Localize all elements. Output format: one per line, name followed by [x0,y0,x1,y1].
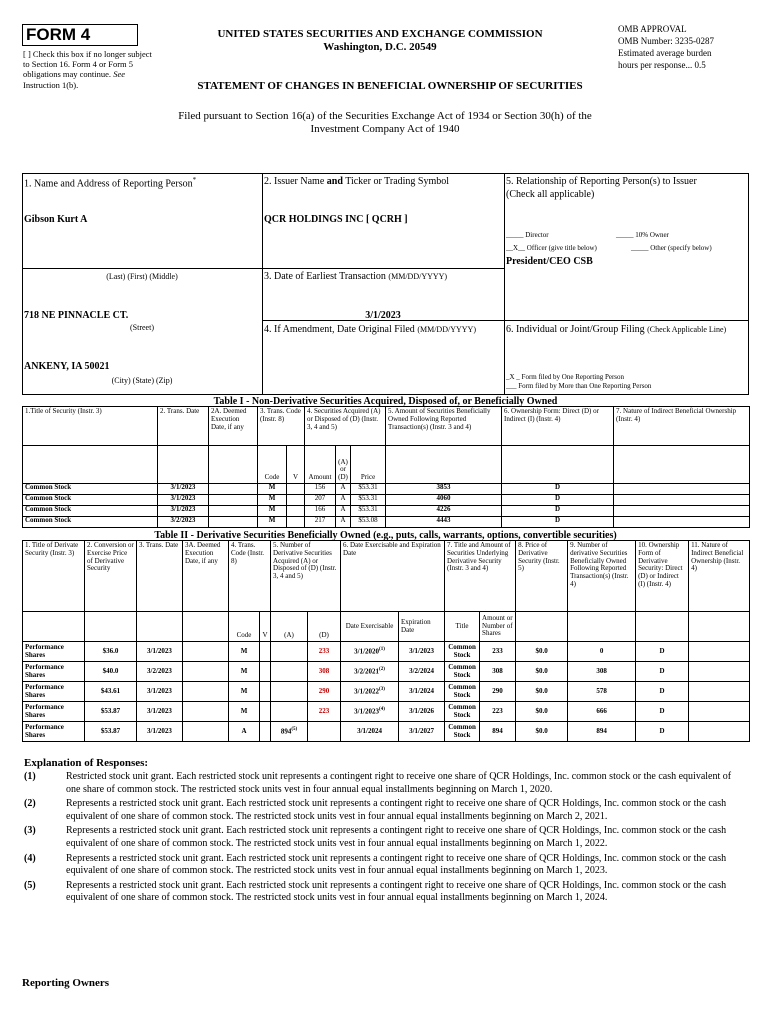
t2-cell-und_amount: 223 [492,706,503,715]
t2-cell-code: M [240,666,248,675]
t1-cell-ad: A [336,506,351,517]
t2-h-underlying: 7. Title and Amount of Securities Underlying Derivative Security (Instr. 3 and 4) [445,541,516,612]
checkbox-officer[interactable]: __X__ Officer (give title below) [506,244,597,252]
t2-cell-code: M [240,686,248,695]
checkbox-note[interactable] [23,49,153,90]
label-reporting-person: 1. Name and Address of Reporting Person* [24,176,197,190]
t1-cell-title: Common Stock [23,495,158,506]
t1-cell-owned: 3853 [386,484,502,495]
t2-cell-d: 223 [318,706,330,715]
t2-cell-deriv_price: $0.0 [535,666,548,675]
t1-h-code: 3. Trans. Code (Instr. 8) [258,407,305,446]
t2-cell-price: $53.87 [100,706,121,715]
table1 [22,406,750,528]
t2-sub-exercisable: Date Exercisable [341,612,399,642]
omb-number: OMB Number: 3235-0287 [618,36,714,46]
t2-cell-title: Performance Shares [25,682,64,699]
t2-cell-deriv_price: $0.0 [535,726,548,735]
table1-row [23,484,750,495]
reporting-person-block [22,173,749,395]
t1-cell-price: $53.31 [351,495,386,506]
footnote-ref: (5) [291,726,298,732]
t1-cell-date: 3/1/2023 [158,484,209,495]
t1-cell-ad: A [336,495,351,506]
omb-approval: OMB APPROVAL [618,24,687,34]
t1-cell-price: $53.31 [351,506,386,517]
t2-cell-d: 290 [318,686,330,695]
t2-cell-form: D [659,706,665,715]
t1-cell-date: 3/1/2023 [158,495,209,506]
last-first-middle: (Last) (First) (Middle) [106,272,178,281]
explanation-note [24,825,740,850]
t2-cell-exercisable: 3/1/2024 [357,726,382,735]
explanation-note [24,880,740,905]
footnote-ref: (2) [379,666,385,672]
t1-cell-form: D [502,495,614,506]
label-earliest-date: 3. Date of Earliest Transaction (MM/DD/YYYY) [264,271,448,282]
t1-cell-title: Common Stock [23,506,158,517]
t2-cell-date: 3/2/2023 [147,666,172,675]
t2-cell-und_amount: 233 [492,646,503,655]
explanation-note [24,798,740,823]
t2-cell-owned: 578 [596,686,607,695]
t2-cell-form: D [659,726,665,735]
t1-sub-amount: Amount [305,446,336,484]
note-number: (3) [24,825,36,837]
note-text: Restricted stock unit grant. Each restricted stock unit represents a contingent right to receive one share of QCR Holdings, Inc. common stock or the cash equivalent of one share of common stock. The restricted stock units vest in four annual equal installments beginning on March 1, 2020. [66,771,732,795]
t2-cell-form: D [659,686,665,695]
t1-cell-date: 3/2/2023 [158,517,209,528]
filing-one-person[interactable]: _X _ Form filed by One Reporting Person [506,373,625,381]
explanation-note [24,771,740,796]
city-state-zip: ANKENY, IA 50021 [24,361,110,372]
t1-cell-code: M [258,495,287,506]
note-number: (4) [24,852,36,864]
t1-cell-price: $53.08 [351,517,386,528]
t2-h-code: 4. Trans. Code (Instr. 8) [229,541,271,612]
t1-cell-price: $53.31 [351,484,386,495]
t1-cell-owned: 4060 [386,495,502,506]
t2-cell-title: Performance Shares [25,702,64,719]
note-text: Represents a restricted stock unit grant. Each restricted stock unit represents a contingent right to receive one share of QCR Holdings, Inc. common stock or the cash equivalent of one share of common stock. The restricted stock units vest in four annual equal installments beginning on March 1, 2022. [66,825,727,849]
t2-cell-price: $43.61 [100,686,121,695]
t2-h-deemed: 3A. Deemed Execution Date, if any [183,541,229,612]
table2-row [23,682,750,702]
t1-sub-aord: (A) or (D) [336,446,351,484]
t2-sub-amount: Amount or Number of Shares [480,612,516,642]
t1-cell-title: Common Stock [23,484,158,495]
t2-cell-expiration: 3/1/2026 [409,706,434,715]
t1-h-deemed: 2A. Deemed Execution Date, if any [209,407,258,446]
label-issuer: 2. Issuer Name and Ticker or Trading Symbol [264,176,450,187]
t2-cell-und_title: Common Stock [448,702,476,719]
t2-cell-und_title: Common Stock [448,662,476,679]
t1-cell-amount: 156 [305,484,336,495]
t2-cell-expiration: 3/2/2024 [409,666,434,675]
explanation-note [24,853,740,878]
checkbox-see: See [113,69,125,80]
omb-burden: Estimated average burden [618,48,712,58]
table2-row [23,642,750,662]
label-amendment: 4. If Amendment, Date Original Filed (MM/DD/YYYY) [264,324,476,335]
filed-pursuant-2: Investment Company Act of 1940 [310,123,460,135]
t1-cell-form: D [502,484,614,495]
table2-row [23,662,750,682]
t2-h-owned: 9. Number of derivative Securities Beneficially Owned Following Reported Transaction(s) (Instr. 4) [568,541,636,612]
table2 [22,540,750,742]
t1-cell-title: Common Stock [23,517,158,528]
table2-row [23,702,750,722]
note-number: (2) [24,798,36,810]
t2-sub-d: (D) [308,612,341,642]
t2-cell-owned: 0 [599,646,604,655]
t2-cell-code: A [241,726,247,735]
t1-cell-form: D [502,506,614,517]
t1-cell-owned: 4443 [386,517,502,528]
t2-cell-deriv_price: $0.0 [535,706,548,715]
t2-h-form: 10. Ownership Form of Derivative Security: Direct (D) or Indirect (I) (Instr. 4) [636,541,689,612]
t2-cell-und_amount: 290 [492,686,503,695]
note-number: (5) [24,879,36,891]
t2-cell-price: $36.0 [102,646,119,655]
explanation-heading: Explanation of Responses: [24,757,149,769]
agency-city: Washington, D.C. 20549 [323,41,437,53]
checkbox-director[interactable]: _____ Director [506,231,549,239]
checkbox-ten-percent-owner[interactable]: _____ 10% Owner [616,231,669,239]
note-number: (1) [24,771,36,782]
t1-cell-form: D [502,517,614,528]
label-filing: 6. Individual or Joint/Group Filing (Check Applicable Line) [506,324,727,335]
filing-more-persons[interactable]: ___ Form filed by More than One Reporting Person [506,382,652,390]
table1-row [23,495,750,506]
t2-cell-und_title: Common Stock [448,642,476,659]
t1-sub-price: Price [351,446,386,484]
t2-cell-title: Performance Shares [25,642,64,659]
t2-cell-date: 3/1/2023 [147,686,172,695]
t2-cell-owned: 666 [596,706,607,715]
t2-cell-exercisable: 3/1/2020 [354,647,380,656]
t2-cell-title: Performance Shares [25,722,64,739]
t2-cell-date: 3/1/2023 [147,726,172,735]
label-relationship: 5. Relationship of Reporting Person(s) to Issuer [506,176,697,187]
label-relationship-check: (Check all applicable) [506,189,595,200]
form-title: FORM 4 [22,24,138,46]
officer-title: President/CEO CSB [506,256,593,267]
t1-cell-code: M [258,517,287,528]
statement-title: STATEMENT OF CHANGES IN BENEFICIAL OWNERSHIP OF SECURITIES [197,80,583,92]
note-text: Represents a restricted stock unit grant. Each restricted stock unit represents a contingent right to receive one share of QCR Holdings, Inc. common stock or the cash equivalent of one share of common stock. The restricted stock units vest in four annual equal installments beginning on March 1, 2024. [66,879,727,904]
t2-cell-deriv_price: $0.0 [535,646,548,655]
t1-h-nature: 7. Nature of Indirect Beneficial Ownership (Instr. 4) [614,407,750,446]
t2-h-price: 8. Price of Derivative Security (Instr. 5) [516,541,568,612]
t1-cell-amount: 207 [305,495,336,506]
t1-h-form: 6. Ownership Form: Direct (D) or Indirect (I) (Instr. 4) [502,407,614,446]
t2-h-exercisable: 6. Date Exercisable and Expiration Date [341,541,445,612]
t2-cell-und_title: Common Stock [448,722,476,739]
t2-cell-exercisable: 3/2/2021 [354,667,380,676]
t2-cell-d: 233 [318,646,330,655]
checkbox-other[interactable]: _____ Other (specify below) [631,244,712,252]
note-text: Represents a restricted stock unit grant. Each restricted stock unit represents a contingent right to receive one share of QCR Holdings, Inc. common stock or the cash equivalent of one share of common stock. The restricted stock units vest in four annual equal installments beginning on March 2, 2021. [66,798,727,822]
explanation-notes [24,771,740,907]
footnote-ref: (3) [379,686,385,692]
t1-h-securities: 4. Securities Acquired (A) or Disposed of (D) (Instr. 3, 4 and 5) [305,407,386,446]
filed-pursuant-1: Filed pursuant to Section 16(a) of the Securities Exchange Act of 1934 or Section 30(h) of the [178,110,592,122]
checkbox-text: [ ] Check this box if no longer subject to Section 16. Form 4 or Form 5 obligations may continue. [23,49,152,80]
t2-sub-title: Title [445,612,480,642]
t2-cell-price: $53.87 [100,726,121,735]
t1-cell-code: M [258,506,287,517]
earliest-transaction-date: 3/1/2023 [365,310,401,321]
t2-cell-code: M [240,646,248,655]
t2-sub-expiration: Expiration Date [399,612,445,642]
t2-h-nature: 11. Nature of Indirect Beneficial Ownership (Instr. 4) [689,541,750,612]
t1-h-owned: 5. Amount of Securities Beneficially Owned Following Reported Transaction(s) (Instr. 3 and 4) [386,407,502,446]
t1-cell-ad: A [336,517,351,528]
issuer-name: QCR HOLDINGS INC [ QCRH ] [264,214,408,225]
t2-cell-expiration: 3/1/2024 [409,686,434,695]
t1-sub-v: V [287,446,305,484]
table2-row [23,722,750,742]
t1-h-title: 1.Title of Security (Instr. 3) [23,407,158,446]
footnote-ref: (1) [379,646,385,652]
agency-name: UNITED STATES SECURITIES AND EXCHANGE COMMISSION [217,28,543,40]
t2-cell-code: M [240,706,248,715]
reporting-owners-heading: Reporting Owners [22,977,110,989]
t2-h-title: 1. Title of Derivate Security (Instr. 3) [23,541,85,612]
t1-cell-code: M [258,484,287,495]
t2-cell-expiration: 3/1/2023 [409,646,434,655]
t1-cell-date: 3/1/2023 [158,506,209,517]
t2-cell-owned: 308 [596,666,607,675]
t2-cell-und_amount: 894 [492,726,503,735]
table1-row [23,506,750,517]
footnote-ref: (4) [379,706,385,712]
omb-hours: hours per response... 0.5 [618,60,706,70]
reporting-person-name: Gibson Kurt A [24,214,88,225]
table2-title: Table II - Derivative Securities Beneficially Owned (e.g., puts, calls, warrants, options, convertible securities) [154,530,617,541]
t2-cell-price: $40.0 [102,666,119,675]
t2-cell-deriv_price: $0.0 [535,686,548,695]
t2-h-date: 3. Trans. Date [137,541,183,612]
t1-cell-owned: 4226 [386,506,502,517]
t2-h-conversion: 2. Conversion or Exercise Price of Derivative Security [85,541,137,612]
t2-cell-owned: 894 [596,726,607,735]
street-label: (Street) [130,323,154,332]
t2-sub-code: Code [229,612,260,642]
t2-sub-v: V [260,612,271,642]
t1-cell-ad: A [336,484,351,495]
t1-cell-amount: 166 [305,506,336,517]
t1-cell-amount: 217 [305,517,336,528]
t2-cell-d: 308 [318,666,330,675]
street-address: 718 NE PINNACLE CT. [24,310,129,321]
t2-cell-a: 894 [280,727,292,736]
t2-cell-date: 3/1/2023 [147,706,172,715]
t1-sub-code: Code [258,446,287,484]
t2-cell-title: Performance Shares [25,662,64,679]
t2-cell-exercisable: 3/1/2022 [354,687,380,696]
t1-h-date: 2. Trans. Date [158,407,209,446]
t2-cell-form: D [659,646,665,655]
t2-cell-form: D [659,666,665,675]
t2-sub-a: (A) [271,612,308,642]
t2-cell-und_amount: 308 [492,666,503,675]
t2-h-number: 5. Number of Derivative Securities Acquired (A) or Disposed of (D) (Instr. 3, 4 and 5) [271,541,341,612]
table1-title: Table I - Non-Derivative Securities Acquired, Disposed of, or Beneficially Owned [213,396,558,407]
note-text: Represents a restricted stock unit grant. Each restricted stock unit represents a contingent right to receive one share of QCR Holdings, Inc. common stock or the cash equivalent of one share of common stock. The restricted stock units vest in four annual equal installments beginning on March 1, 2023. [66,852,727,877]
table1-row [23,517,750,528]
t2-cell-exercisable: 3/1/2023 [354,707,380,716]
t2-cell-date: 3/1/2023 [147,646,172,655]
t2-cell-und_title: Common Stock [448,682,476,699]
city-label: (City) (State) (Zip) [111,376,173,385]
t2-cell-expiration: 3/1/2027 [409,726,434,735]
checkbox-instr: Instruction 1(b). [23,79,79,90]
